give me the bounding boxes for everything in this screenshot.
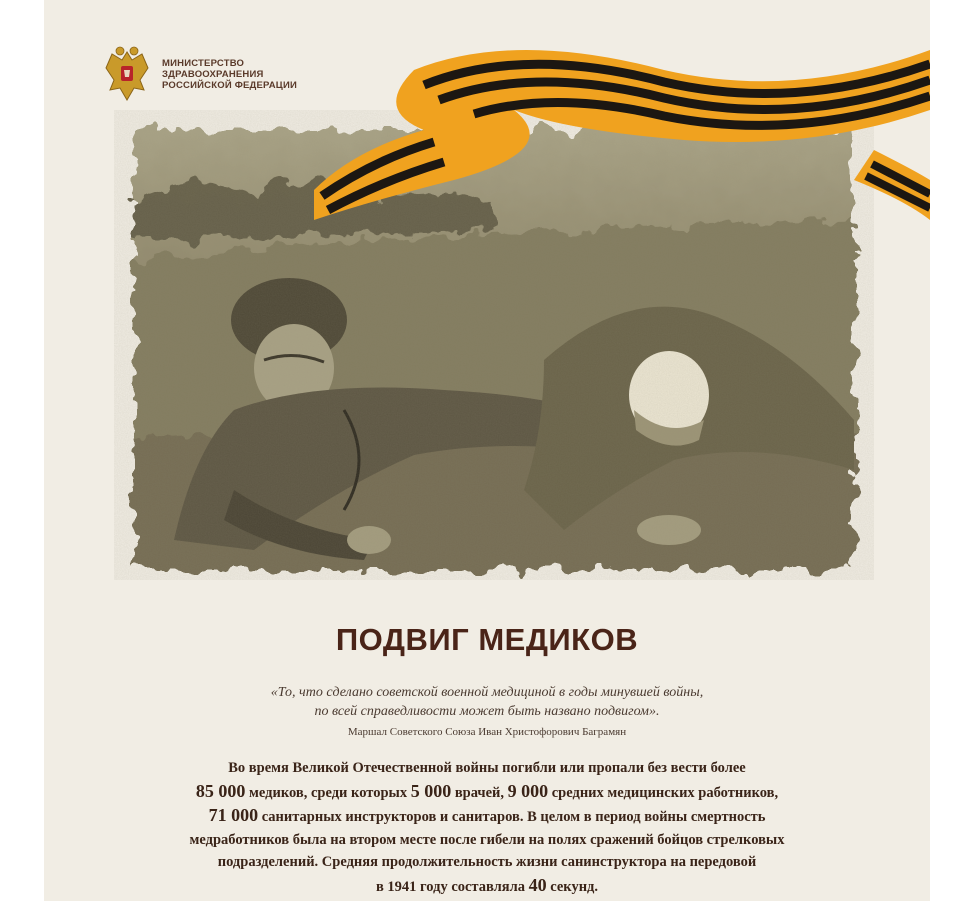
facts-text: врачей, (451, 784, 508, 801)
quote-line-1: «То, что сделано советской военной медициной в годы минувшей войны, (270, 685, 704, 700)
medics-count: 85 000 (195, 780, 246, 801)
ministry-line-3: РОССИЙСКОЙ ФЕДЕРАЦИИ (162, 79, 298, 91)
facts-text: средних медицинских работников, (548, 784, 779, 801)
quote-author: Маршал Советского Союза Иван Христофорович Баграмян (347, 726, 627, 738)
facts-text: в 1941 году составляла (375, 878, 529, 895)
facts-line-2 (44, 780, 930, 805)
ministry-line-2: ЗДРАВООХРАНЕНИЯ (162, 68, 264, 80)
facts-line-3 (44, 804, 930, 829)
nurses-count: 9 000 (507, 780, 549, 801)
ministry-name (162, 58, 297, 91)
page-title: ПОДВИГ МЕДИКОВ (335, 622, 639, 657)
quote-line-2: по всей справедливости может быть названо подвигом». (314, 704, 660, 719)
facts-text: медиков, среди которых (245, 784, 411, 801)
doctors-count: 5 000 (410, 780, 452, 801)
ministry-logo (100, 44, 297, 104)
orderlies-count: 71 000 (208, 805, 259, 825)
seconds-count: 40 (528, 874, 547, 895)
coat-of-arms-icon (100, 44, 154, 104)
facts-paragraph (44, 757, 930, 898)
facts-line-4: медработников была на втором месте после гибели на полях сражений бойцов стрелковых (189, 831, 785, 848)
facts-line-5: подразделений. Средняя продолжительность жизни санинструктора на передовой (217, 854, 757, 870)
poster (44, 0, 930, 901)
facts-line-6 (44, 874, 930, 899)
st-george-ribbon (314, 30, 930, 230)
facts-text: санитарных инструкторов и санитаров. В целом в период войны смертность (258, 809, 766, 825)
ministry-line-1: МИНИСТЕРСТВО (162, 57, 245, 69)
facts-line-1: Во время Великой Отечественной войны погибли или пропали без вести более (228, 760, 746, 776)
quote (44, 683, 930, 721)
facts-text: секунд. (546, 878, 599, 895)
